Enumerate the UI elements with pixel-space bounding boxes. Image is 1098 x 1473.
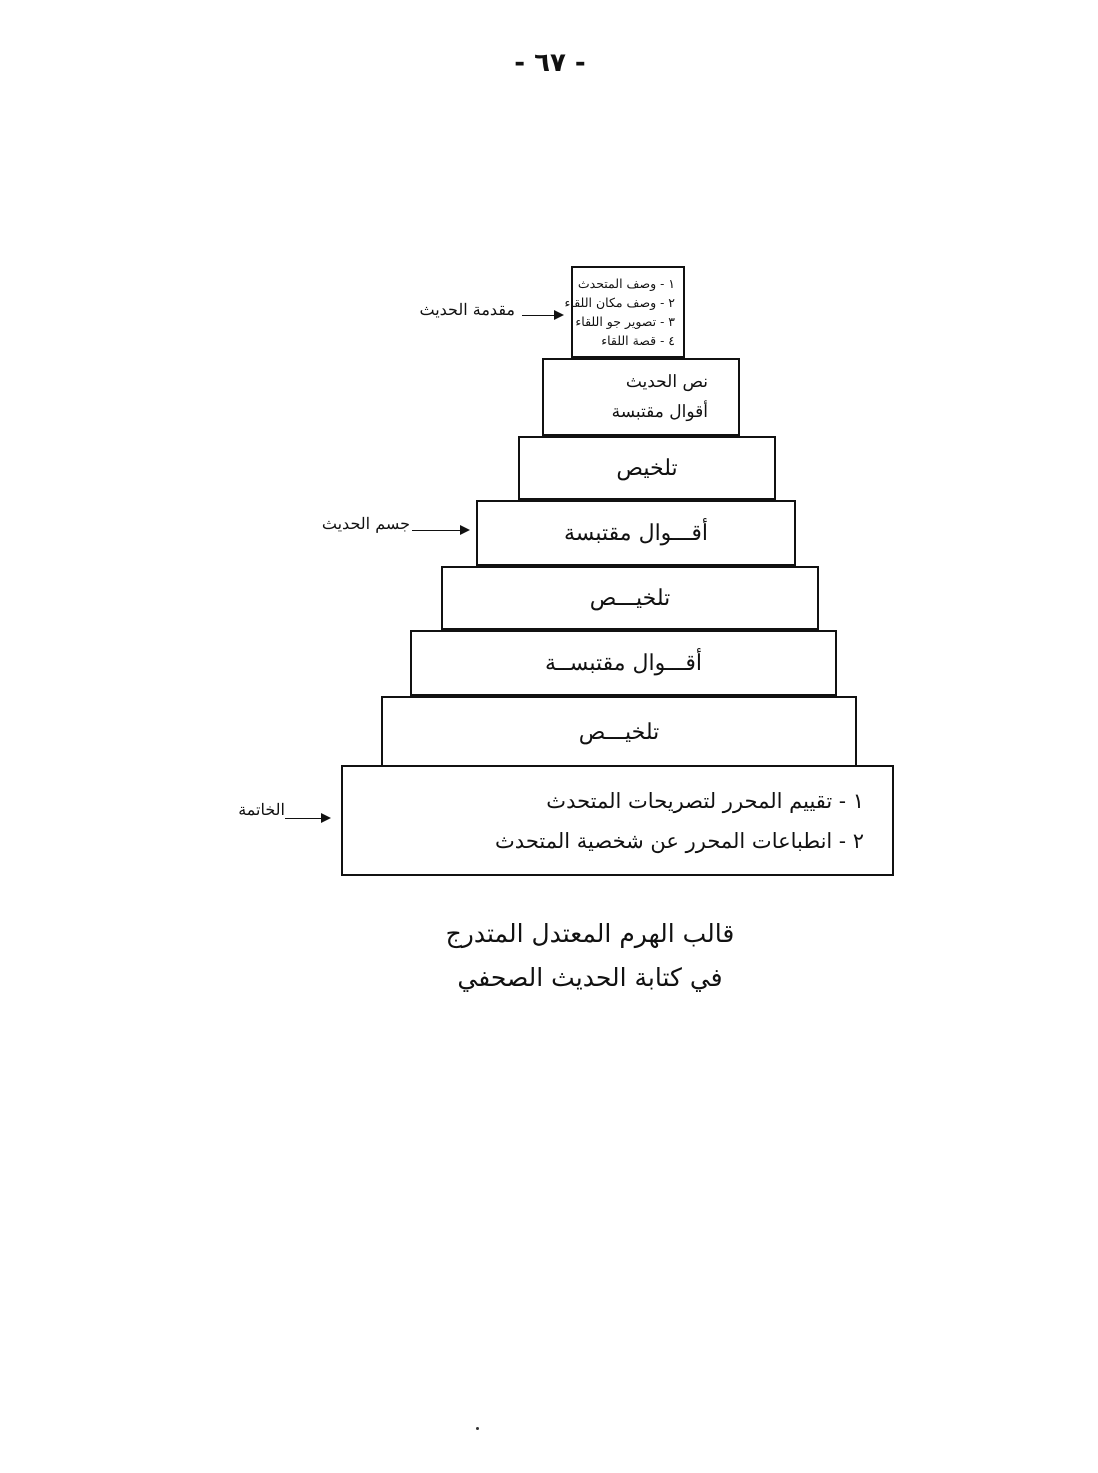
scan-speck [476, 1427, 479, 1430]
intro-line-1: ١ - وصف المتحدث [577, 276, 675, 291]
pyramid-conclusion-block [341, 765, 894, 876]
pyramid-layer-summary-2 [441, 566, 819, 630]
text-block-line-2: أقوال مقتبسة [611, 402, 708, 422]
pyramid-text-block [542, 358, 740, 436]
layer-label: تلخيـــص [589, 585, 671, 611]
introduction-arrow-line [522, 315, 556, 316]
caption-line-2: في كتابة الحديث الصحفي [457, 963, 723, 992]
pyramid-layer-quotes-2 [410, 630, 837, 696]
layer-label: أقـــوال مقتبسة [563, 520, 709, 546]
pyramid-layer-quotes-1 [476, 500, 796, 566]
caption-line-1: قالب الهرم المعتدل المتدرج [445, 919, 735, 948]
diagram-caption [380, 912, 800, 1000]
introduction-arrow-head-icon [554, 310, 564, 320]
conclusion-line-1: ١ - تقييم المحرر لتصريحات المتحدث [546, 788, 864, 813]
introduction-label: مقدمة الحديث [419, 300, 515, 319]
pyramid-layer-summary-3 [381, 696, 857, 768]
layer-label: تلخيص [616, 455, 678, 481]
layer-label: تلخيـــص [578, 719, 660, 745]
body-arrow-line [412, 530, 462, 531]
text-block-line-1: نص الحديث [625, 372, 708, 392]
layer-label: أقـــوال مقتبســة [545, 650, 702, 676]
conclusion-arrow-head-icon [321, 813, 331, 823]
pyramid-intro-block [564, 266, 685, 358]
body-arrow-head-icon [460, 525, 470, 535]
pyramid-layer-summary-1 [518, 436, 776, 500]
intro-line-2: ٢ - وصف مكان اللقاء [564, 295, 675, 310]
intro-line-4: ٤ - قصة اللقاء [601, 333, 675, 348]
body-label: جسم الحديث [321, 514, 410, 533]
intro-line-3: ٣ - تصوير جو اللقاء [575, 314, 675, 329]
conclusion-arrow-line [285, 818, 323, 819]
page-number: - ٦٧ - [514, 48, 586, 78]
conclusion-line-2: ٢ - انطباعات المحرر عن شخصية المتحدث [495, 828, 864, 853]
conclusion-label: الخاتمة [238, 800, 285, 819]
